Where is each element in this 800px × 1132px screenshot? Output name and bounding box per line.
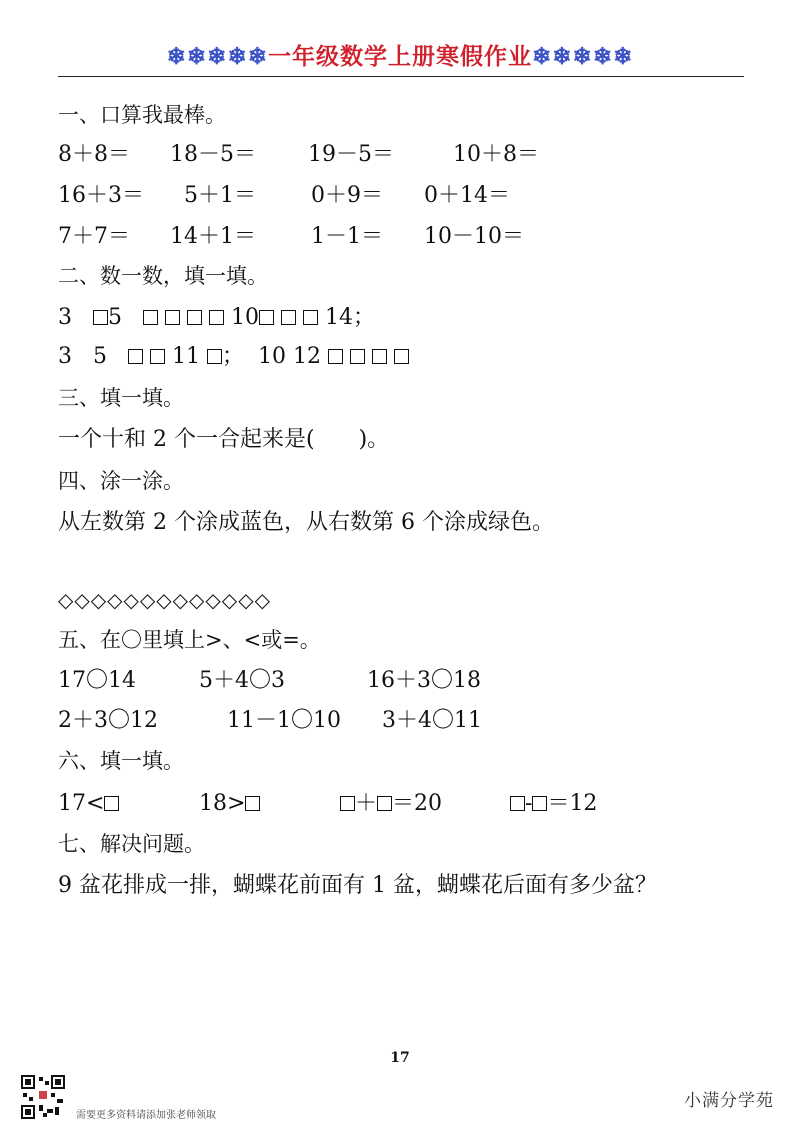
answer-box[interactable] — [207, 349, 222, 364]
answer-box[interactable] — [245, 796, 260, 811]
problem: 1－1＝ — [311, 224, 383, 249]
snowflake-icons-right: ❄❄❄❄❄ — [532, 43, 634, 70]
problem: 0＋14＝ — [424, 183, 510, 208]
section1-heading: 一、口算我最棒。 — [58, 103, 226, 127]
header-divider — [58, 76, 744, 77]
problem: 10－10＝ — [424, 224, 524, 249]
page-title: 一年级数学上册寒假作业 — [268, 43, 532, 70]
answer-box[interactable] — [165, 310, 180, 325]
section7-heading: 七、解决问题。 — [58, 832, 205, 856]
answer-box[interactable] — [281, 310, 296, 325]
answer-box[interactable] — [328, 349, 343, 364]
answer-box[interactable] — [187, 310, 202, 325]
sequence-number: 10 12 — [257, 344, 321, 369]
number-sequence-2 — [58, 343, 758, 371]
answer-box[interactable] — [510, 796, 525, 811]
compare-problem: 16＋3〇18 — [367, 668, 481, 693]
answer-box[interactable] — [209, 310, 224, 325]
section7-question: 9 盆花排成一排，蝴蝶花前面有 1 盆，蝴蝶花后面有多少盆？ — [58, 873, 657, 898]
diamond-row[interactable]: ◇◇◇◇◇◇◇◇◇◇◇◇◇ — [58, 588, 271, 612]
page-number: 17 — [390, 1050, 410, 1066]
answer-box[interactable] — [150, 349, 165, 364]
mental-math-row-1 — [58, 141, 758, 169]
snowflake-icons-left: ❄❄❄❄❄ — [166, 43, 268, 70]
fill-item: - ＝12 — [510, 790, 597, 818]
answer-box[interactable] — [143, 310, 158, 325]
section4-heading: 四、涂一涂。 — [58, 469, 184, 493]
separator: ； — [221, 344, 244, 369]
section5-heading: 五、在〇里填上>、<或=。 — [58, 628, 321, 652]
footer-note: 需要更多资料请添加张老师领取 — [76, 1110, 216, 1121]
sequence-number: 5 — [92, 344, 107, 369]
problem: 5＋1＝ — [184, 183, 256, 208]
section3-question: 一个十和 2 个一合起来是( )。 — [58, 427, 390, 452]
fill-item: 17< — [58, 790, 119, 818]
answer-box[interactable] — [350, 349, 365, 364]
qr-code-icon — [21, 1075, 65, 1119]
mental-math-row-3 — [58, 223, 758, 251]
compare-problem: 5＋4〇3 — [199, 668, 285, 693]
section2-heading: 二、数一数，填一填。 — [58, 264, 268, 288]
sequence-number: 11 — [171, 344, 200, 369]
sequence-number: 10 — [230, 305, 259, 330]
fill-item: 18> — [199, 790, 260, 818]
mental-math-row-2 — [58, 182, 758, 210]
compare-problem: 11－1〇10 — [227, 708, 341, 733]
sequence-number: 14； — [324, 305, 375, 330]
sequence-number: 5 — [107, 305, 122, 330]
answer-box[interactable] — [532, 796, 547, 811]
problem: 14＋1＝ — [170, 224, 256, 249]
compare-problem: 3＋4〇11 — [382, 708, 482, 733]
fill-in-row — [58, 790, 758, 818]
sequence-number: 3 — [58, 344, 72, 369]
problem: 8＋8＝ — [58, 142, 130, 167]
answer-box[interactable] — [372, 349, 387, 364]
compare-problem: 2＋3〇12 — [58, 708, 158, 733]
answer-box[interactable] — [93, 310, 108, 325]
answer-box[interactable] — [104, 796, 119, 811]
compare-problem: 17〇14 — [58, 668, 136, 693]
section4-instruction: 从左数第 2 个涂成蓝色，从右数第 6 个涂成绿色。 — [58, 510, 554, 535]
answer-box[interactable] — [128, 349, 143, 364]
answer-box[interactable] — [340, 796, 355, 811]
section3-heading: 三、填一填。 — [58, 386, 184, 410]
answer-box[interactable] — [377, 796, 392, 811]
compare-row-2 — [58, 707, 758, 735]
problem: 16＋3＝ — [58, 183, 144, 208]
answer-box[interactable] — [303, 310, 318, 325]
problem: 19－5＝ — [308, 142, 394, 167]
fill-item: ＋ ＝20 — [340, 790, 442, 818]
number-sequence-1 — [58, 304, 758, 332]
compare-row-1 — [58, 667, 758, 695]
answer-box[interactable] — [394, 349, 409, 364]
problem: 10＋8＝ — [453, 142, 539, 167]
section6-heading: 六、填一填。 — [58, 749, 184, 773]
watermark: 小满分学苑 — [684, 1091, 774, 1111]
problem: 7＋7＝ — [58, 224, 130, 249]
answer-box[interactable] — [259, 310, 274, 325]
sequence-number: 3 — [58, 305, 72, 330]
page-header — [0, 38, 800, 71]
problem: 18－5＝ — [170, 142, 256, 167]
problem: 0＋9＝ — [311, 183, 383, 208]
